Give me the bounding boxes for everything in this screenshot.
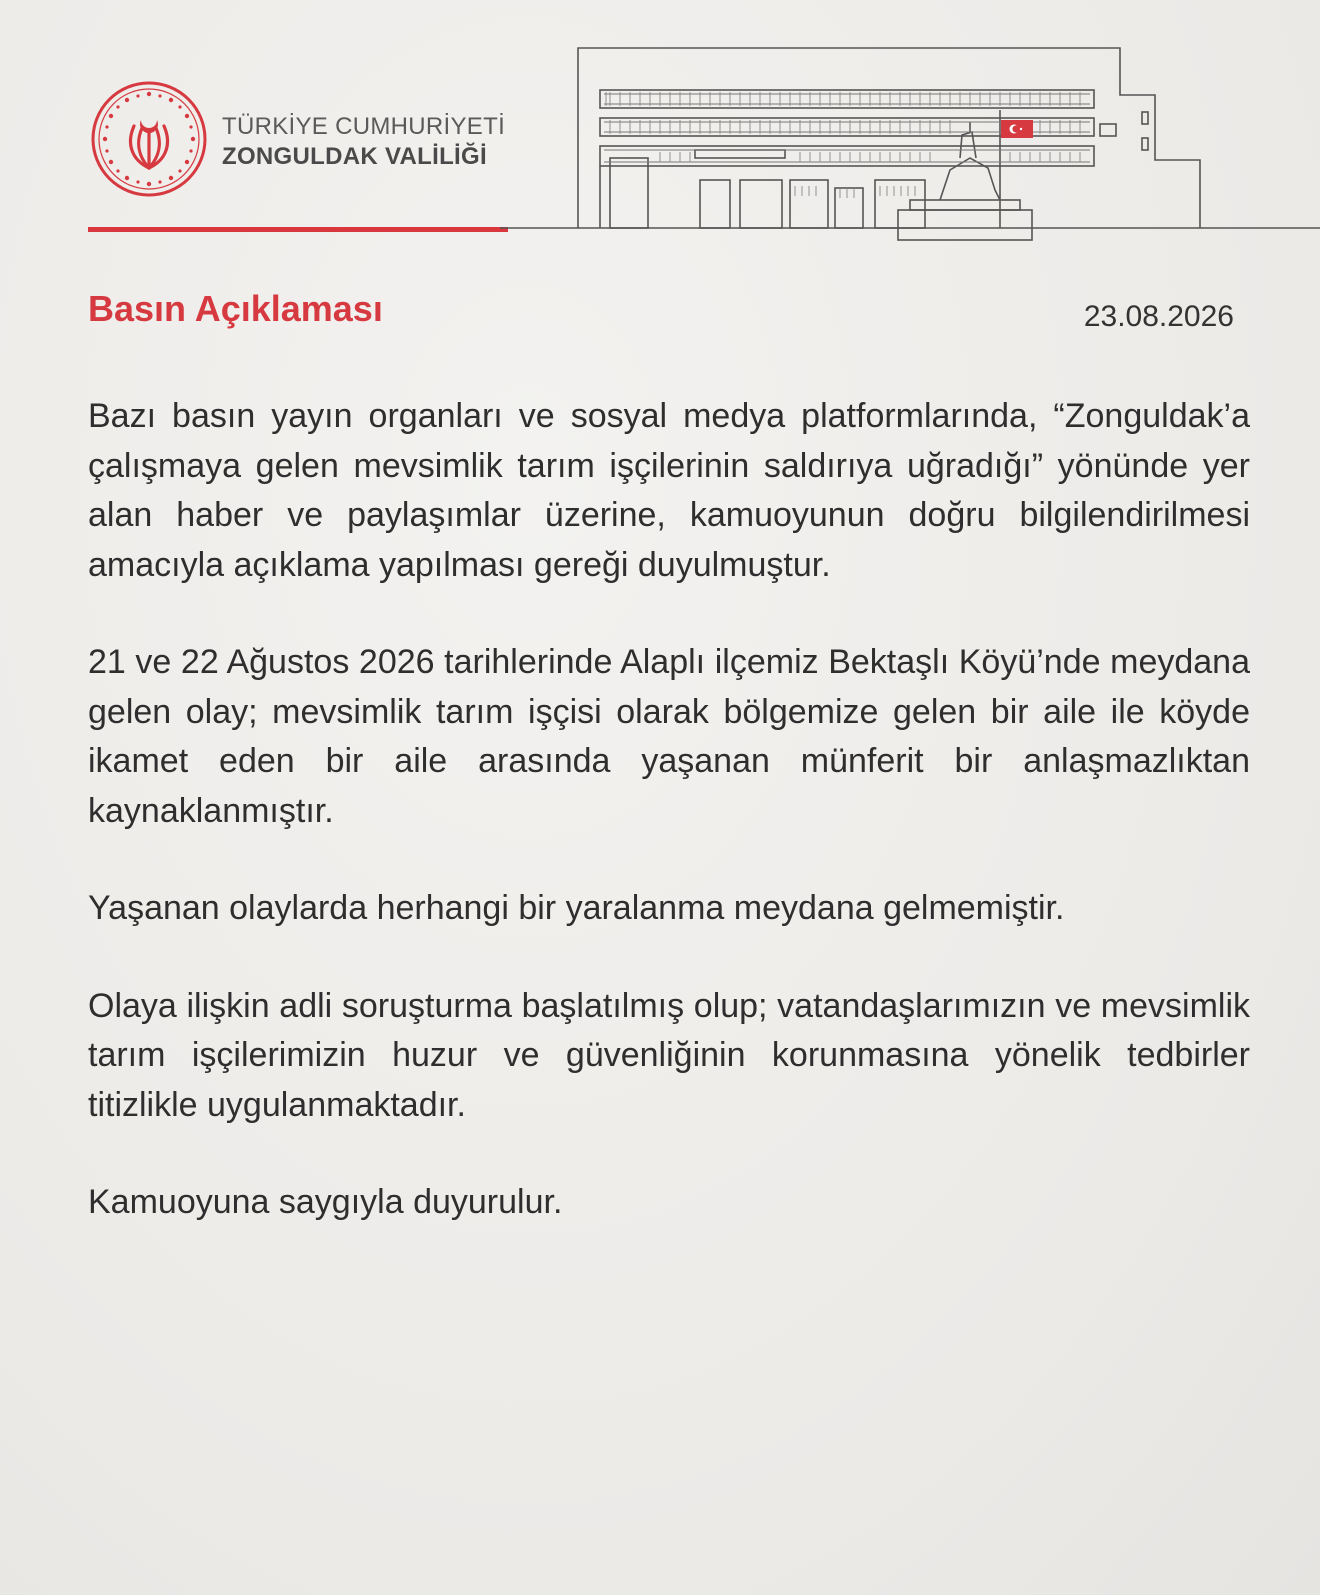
document-body — [88, 392, 1250, 1228]
paragraph: 21 ve 22 Ağustos 2026 tarihlerinde Alaplı ilçemiz Bektaşlı Köyü’nde meydana gelen olay; mevsimlik tarım işçisi olarak bölgemize gelen bir aile ile köyde ikamet eden bir aile arasında yaşanan münferit bir anlaşmazlıktan kaynaklanmıştır. — [88, 643, 1250, 830]
document-title: Basın Açıklaması — [88, 288, 383, 329]
organization-name — [222, 112, 505, 172]
governorship-building-icon — [500, 40, 1320, 250]
paragraph: Bazı basın yayın organları ve sosyal medya platformlarında, “Zonguldak’a çalışmaya gelen mevsimlik tarım işçilerinin saldırıya uğradığı” yönünde yer alan haber ve paylaşımlar üzerine, kamuoyunun doğru bilgilendirilmesi amacıyla açıklama yapılması gereği duyulmuştur. — [88, 397, 1250, 584]
paragraph: Kamuoyuna saygıyla duyurulur. — [88, 1183, 563, 1221]
document-date: 23.08.2026 — [1083, 300, 1234, 333]
governorship-emblem-icon — [90, 80, 208, 198]
paragraph: Olaya ilişkin adli soruşturma başlatılmış olup; vatandaşlarımızın ve mevsimlik tarım işçilerimizin huzur ve güvenliğinin korunmasına yönelik tedbirler titizlikle uygulanmaktadır. — [88, 986, 1250, 1124]
org-governorship: ZONGULDAK VALİLİĞİ — [222, 143, 487, 170]
paragraph: Yaşanan olaylarda herhangi bir yaralanma meydana gelmemiştir. — [88, 889, 1065, 927]
org-country: TÜRKİYE CUMHURİYETİ — [222, 113, 506, 140]
header-red-rule — [88, 227, 508, 232]
